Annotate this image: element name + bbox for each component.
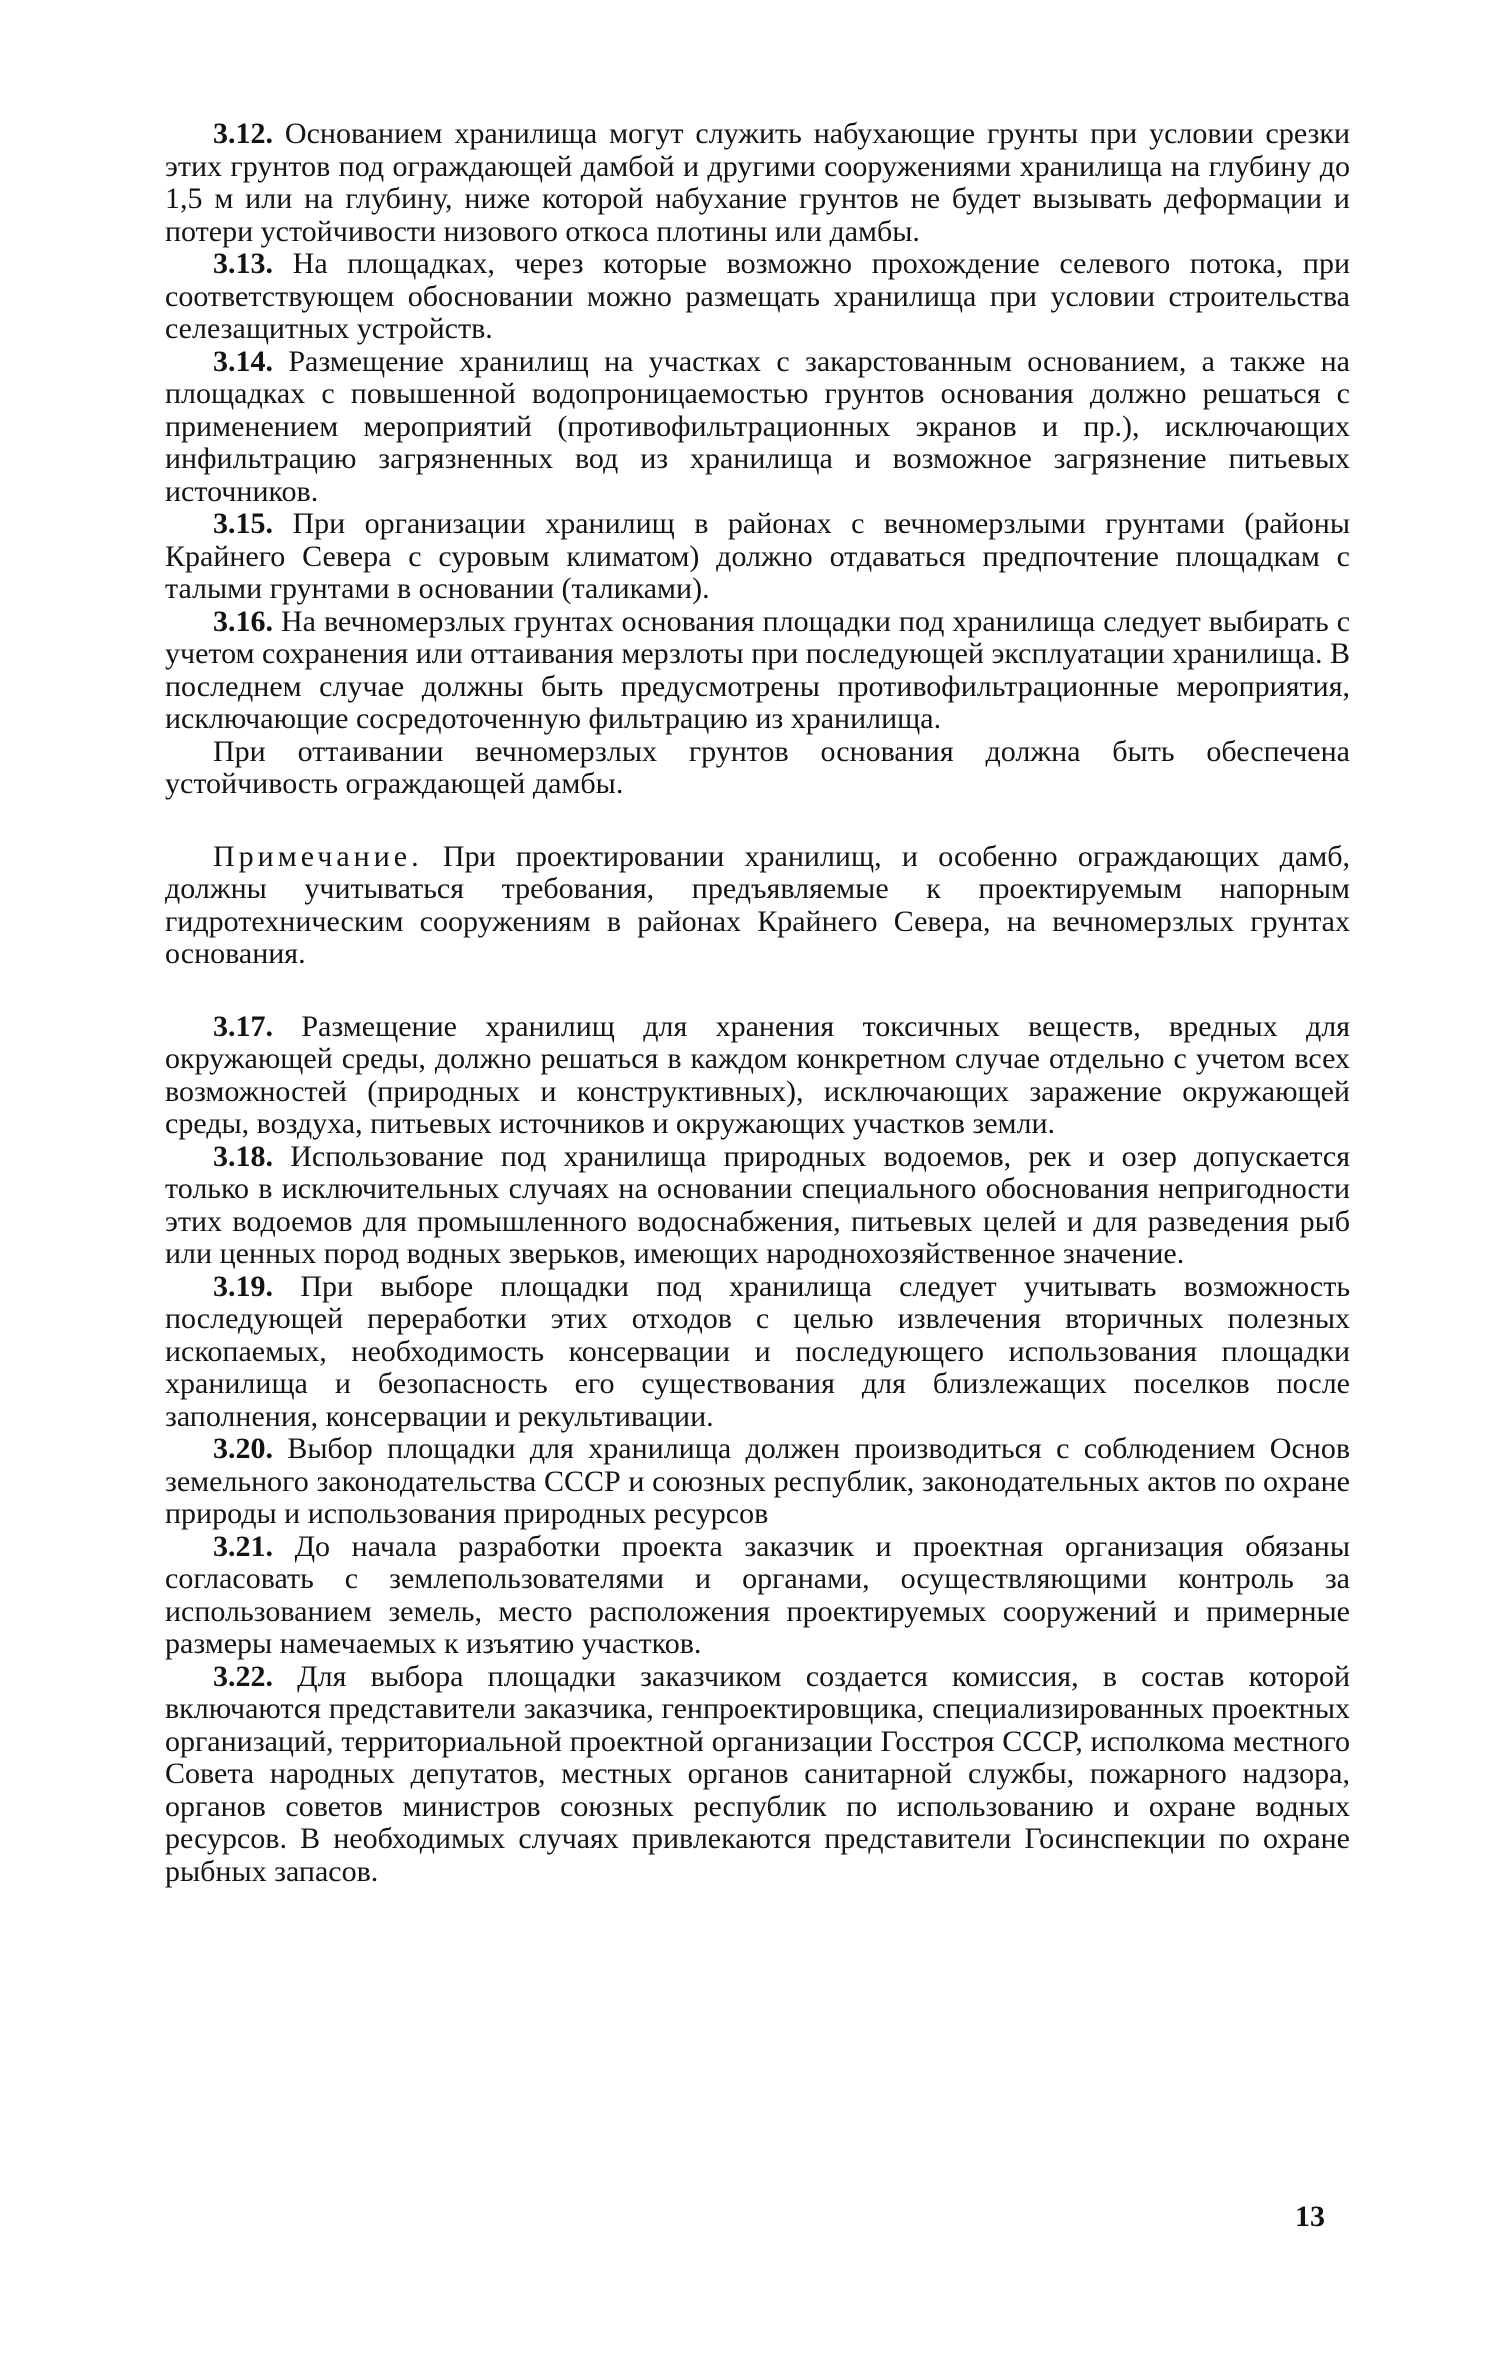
paragraph-3-16-continued — [165, 736, 1350, 801]
clause-number: 3.21. — [213, 1529, 273, 1563]
clause-number: 3.14. — [213, 344, 273, 378]
note-text: При проектировании хранилищ, и особенно ограждающих дамб, должны учитываться требования, предъявляемые к проектируемым напорным гидротехническим сооружениям в районах Крайнего Севера, на вечномерзлых грунтах основания. — [165, 839, 1350, 970]
clause-number: 3.18. — [213, 1139, 273, 1173]
paragraph-3-14 — [165, 346, 1350, 509]
clause-number: 3.13. — [213, 247, 273, 280]
clause-number: 3.12. — [213, 117, 273, 150]
paragraph-3-19 — [165, 1271, 1350, 1434]
clause-text: При выборе площадки под хранилища следует учитывать возможность последующей переработки этих отходов с целью извлечения вторичных полезных ископаемых, необходимость консервации и последующего использования площадки хранилища и безопасность его существования для близлежащих поселков после заполнения, консервации и рекультивации. — [165, 1269, 1351, 1433]
clause-number: 3.15. — [213, 507, 273, 540]
clause-text: Размещение хранилищ на участках с закарстованным основанием, а также на площадках с повышенной водопроницаемостью грунтов основания должно решаться с применением мероприятий (противофильтрационных экранов и пр.), исключающих инфильтрацию загрязненных вод из хранилища и возможное загрязнение питьевых источников. — [165, 344, 1351, 508]
paragraph-3-15 — [165, 508, 1350, 606]
note-paragraph — [165, 841, 1350, 971]
clause-number: 3.17. — [213, 1009, 273, 1043]
paragraph-3-16 — [165, 606, 1350, 736]
document-page — [165, 118, 1350, 1888]
page-number: 13 — [1295, 2200, 1325, 2233]
paragraph-3-22 — [165, 1661, 1350, 1889]
clause-text: Для выбора площадки заказчиком создается комиссия, в состав которой включаются представители заказчика, генпроектировщика, специализированных проектных организаций, территориальной проектной организации Госстроя СССР, исполкома местного Совета народных депутатов, местных органов санитарной службы, пожарного надзора, органов советов министров союзных республик по использованию и охране водных ресурсов. В необходимых случаях привлекаются представители Госинспекции по охране рыбных запасов. — [165, 1659, 1351, 1888]
clause-text: При организации хранилищ в районах с вечномерзлыми грунтами (районы Крайнего Севера с суровым климатом) должно отдаваться предпочтение площадкам с талыми грунтами в основании (таликами). — [165, 507, 1351, 605]
paragraph-3-20 — [165, 1433, 1350, 1531]
clause-text: Использование под хранилища природных водоемов, рек и озер допускается только в исключительных случаях на основании специального обоснования непригодности этих водоемов для промышленного водоснабжения, питьевых целей и для разведения рыб или ценных пород водных зверьков, имеющих народнохозяйственное значение. — [165, 1139, 1351, 1270]
clause-text: До начала разработки проекта заказчик и проектная организация обязаны согласовать с землепользователями и органами, осуществляющими контроль за использованием земель, место расположения проектируемых сооружений и примерные размеры намечаемых к изъятию участков. — [165, 1529, 1351, 1660]
clause-text: Размещение хранилищ для хранения токсичных веществ, вредных для окружающей среды, должно решаться в каждом конкретном случае отдельно с учетом всех возможностей (природных и конструктивных), исключающих заражение окружающей среды, воздуха, питьевых источников и окружающих участков земли. — [165, 1009, 1351, 1140]
paragraph-3-21 — [165, 1531, 1350, 1661]
clause-text: При оттаивании вечномерзлых грунтов основания должна быть обеспечена устойчивость ограждающей дамбы. — [165, 734, 1350, 800]
clause-text: На вечномерзлых грунтах основания площадки под хранилища следует выбирать с учетом сохранения или оттаивания мерзлоты при последующей эксплуатации хранилища. В последнем случае должны быть предусмотрены противофильтрационные мероприятия, исключающие сосредоточенную фильтрацию из хранилища. — [165, 604, 1351, 735]
paragraph-3-12 — [165, 118, 1350, 248]
section-top — [165, 118, 1350, 801]
clause-number: 3.16. — [213, 604, 273, 638]
section-bottom — [165, 1011, 1350, 1889]
paragraph-3-13 — [165, 248, 1350, 346]
clause-text: На площадках, через которые возможно прохождение селевого потока, при соответствующем обосновании можно размещать хранилища при условии строительства селезащитных устройств. — [165, 247, 1350, 345]
clause-number: 3.19. — [213, 1269, 273, 1303]
clause-text: Основанием хранилища могут служить набухающие грунты при условии срезки этих грунтов под ограждающей дамбой и другими сооружениями хранилища на глубину до 1,5 м или на глубину, ниже которой набухание грунтов не будет вызывать деформации и потери устойчивости низового откоса плотины или дамбы. — [165, 117, 1351, 248]
clause-number: 3.22. — [213, 1659, 273, 1693]
clause-number: 3.20. — [213, 1432, 273, 1465]
note-label: Примечание. — [213, 839, 423, 873]
paragraph-3-18 — [165, 1141, 1350, 1271]
paragraph-3-17 — [165, 1011, 1350, 1141]
clause-text: Выбор площадки для хранилища должен производиться с соблюдением Основ земельного законодательства СССР и союзных республик, законодательных актов по охране природы и использования природных ресурсов — [165, 1432, 1351, 1530]
